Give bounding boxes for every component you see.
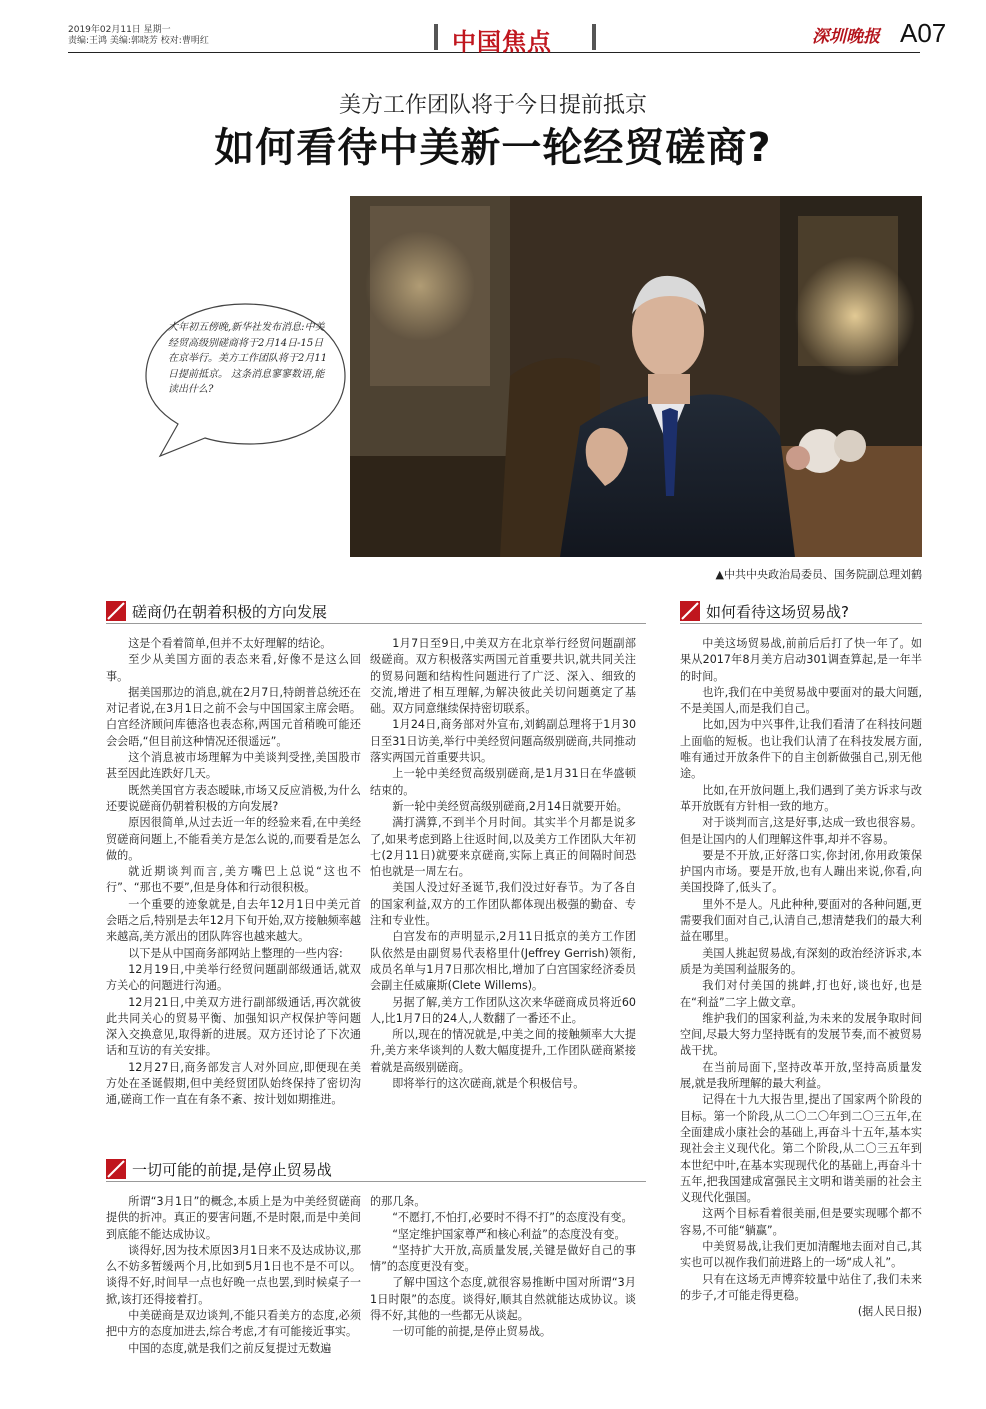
paragraph: 对于谈判而言,这是好事,达成一致也很容易。但是让国内的人们理解这件事,却并不容易。 [680, 816, 922, 846]
paragraph: 新一轮中美经贸高级别磋商,2月14日就要开始。 [392, 799, 628, 813]
section-1-column-2 [370, 636, 636, 1092]
section-bar-right [592, 24, 596, 50]
paragraph: 的那几条。 [370, 1195, 426, 1208]
section-marker-icon [106, 1159, 126, 1179]
section-marker-icon [106, 601, 126, 621]
paragraph: 12月21日,中美双方进行副部级通话,再次就彼此共同关心的贸易平衡、加强知识产权保护等问题深入交换意见,取得新的进展。双方还讨论了下次通话和互访的有关安排。 [106, 995, 361, 1058]
paragraph: 这两个目标看着很美丽,但是要实现哪个都不容易,不可能“躺赢”。 [680, 1207, 922, 1237]
section-heading-text: 一切可能的前提,是停止贸易战 [132, 1161, 332, 1179]
section-rule [680, 623, 922, 624]
paragraph: 所谓“3月1日”的概念,本质上是为中美经贸磋商提供的折冲。真正的要害问题,不是时限,而是中美间到底能不能达成协议。 [106, 1195, 361, 1241]
section-heading-text: 磋商仍在朝着积极的方向发展 [132, 603, 328, 621]
paragraph: 中美贸易战,让我们更加清醒地去面对自己,其实也可以视作我们前进路上的一场“成人礼”。 [680, 1239, 922, 1270]
paragraph: 12月27日,商务部发言人对外回应,即便现在美方处在圣诞假期,但中美经贸团队始终保持了密切沟通,磋商工作一直在有条不紊、按计划如期推进。 [106, 1060, 361, 1107]
speech-bubble [140, 296, 350, 461]
paragraph: 谈得好,因为技术原因3月1日来不及达成协议,那么不妨多暂缓两个月,比如到5月1日也不是不可以。谈得不好,时间早一点也好晚一点也罢,到时候桌子一掀,该打还得接着打。 [106, 1243, 361, 1306]
paragraph: 我们对付美国的挑衅,打也好,谈也好,也是在“利益”二字上做文章。 [680, 979, 922, 1009]
article-title: 如何看待中美新一轮经贸磋商? [214, 125, 772, 171]
paragraph: 12月19日,中美举行经贸问题副部级通话,就双方关心的问题进行沟通。 [106, 962, 361, 993]
paragraph: 既然美国官方表态暧昧,市场又反应消极,为什么还要说磋商仍朝着积极的方向发展? [106, 783, 361, 813]
section-3-column [680, 636, 922, 1320]
paragraph: 这个消息被市场理解为中美谈判受挫,美国股市甚至因此连跌好几天。 [106, 751, 361, 781]
section-heading-1 [106, 598, 646, 624]
paragraph: 里外不是人。凡此种种,要面对的各种问题,更需要我们面对自己,认清自己,想清楚我们的最大利益在哪里。 [680, 897, 922, 944]
paragraph: “坚定维护国家尊严和核心利益”的态度没有变。 [392, 1227, 626, 1241]
paragraph: 上一轮中美经贸高级别磋商,是1月31日在华盛顿结束的。 [370, 767, 636, 797]
section-1-column-1 [106, 636, 361, 1109]
section-label: 中国焦点 [452, 27, 552, 56]
paragraph: 1月24日,商务部对外宣布,刘鹤副总理将于1月30日至31日访美,举行中美经贸问题高级别磋商,共同推动落实两国元首重要共识。 [370, 718, 636, 765]
paragraph: 据美国那边的消息,就在2月7日,特朗普总统还在对记者说,在3月1日之前不会与中国国家主席会晤。白宫经济顾问库德洛也表态称,两国元首稍晚可能还会会晤,“但目前这种情况还很遥远”。 [106, 685, 361, 748]
paragraph: 比如,在开放问题上,我们遇到了美方诉求与改革开放既有方针相一致的地方。 [680, 783, 922, 813]
paragraph: 另据了解,美方工作团队这次来华磋商成员将近60人,比1月7日的24人,人数翻了一番还不止。 [370, 995, 636, 1025]
paragraph: 只有在这场无声博弈较量中站住了,我们未来的步子,才可能走得更稳。 [680, 1272, 922, 1302]
paragraph: 原因很简单,从过去近一年的经验来看,在中美经贸磋商问题上,不能看美方是怎么说的,而要看是怎么做的。 [106, 816, 361, 862]
newspaper-logo: 深圳晚报 [812, 27, 880, 47]
photo-illustration [350, 196, 922, 557]
article-subtitle: 美方工作团队将于今日提前抵京 [338, 93, 647, 118]
paragraph: 也许,我们在中美贸易战中要面对的最大问题,不是美国人,而是我们自己。 [680, 685, 922, 716]
paragraph: 满打满算,不到半个月时间。其实半个月都是说多了,如果考虑到路上往返时间,以及美方工作团队大年初七(2月11日)就要来京磋商,实际上真正的间隔时间恐怕也就是一周左右。 [370, 816, 636, 879]
paragraph: 比如,因为中兴事件,让我们看清了在科技问题上面临的短板。也让我们认清了在科技发展方面,唯有通过开放条件下的自主创新做强自己,别无他途。 [680, 718, 922, 781]
paragraph: 要是不开放,正好落口实,你封闭,你用政策保护国内市场。要是开放,也有人蹦出来说,你看,向美国投降了,低头了。 [680, 848, 922, 895]
paragraph: 一切可能的前提,是停止贸易战。 [392, 1325, 552, 1339]
section-heading-3 [680, 598, 922, 624]
paragraph: 美国人挑起贸易战,有深刻的政治经济诉求,本质是为美国利益服务的。 [680, 946, 922, 976]
paragraph: 白宫发布的声明显示,2月11日抵京的美方工作团队依然是由副贸易代表格里什(Jeffrey Gerrish)领衔,成员名单与1月7日那次相比,增加了白宫国家经济委员会副主任威廉斯(Clete Willems)。 [370, 930, 636, 993]
section-rule [106, 623, 646, 624]
header-date: 2019年02月11日 星期一 [68, 25, 171, 35]
paragraph: 中国的态度,就是我们之前反复提过无数遍 [128, 1341, 332, 1355]
section-heading-text: 如何看待这场贸易战? [706, 603, 849, 621]
paragraph: 以下是从中国商务部网站上整理的一些内容: [128, 946, 343, 960]
paragraph: 一个重要的迹象就是,自去年12月1日中美元首会晤之后,特别是去年12月下旬开始,双方接触频率越来越高,美方派出的团队阵容也越来越大。 [106, 897, 361, 944]
section-2-column-2 [370, 1194, 636, 1341]
paragraph: “不愿打,不怕打,必要时不得不打”的态度没有变。 [392, 1211, 633, 1225]
page-number: A07 [900, 18, 947, 48]
paragraph: 1月7日至9日,中美双方在北京举行经贸问题副部级磋商。双方积极落实两国元首重要共识,就共同关注的贸易问题和结构性问题进行了广泛、深入、细致的交流,增进了相互理解,为解决彼此关切问题奠定了基础。双方同意继续保持密切联系。 [370, 637, 636, 716]
paragraph: “坚持扩大开放,高质量发展,关键是做好自己的事情”的态度更没有变。 [370, 1243, 636, 1274]
photo-caption: ▲中共中央政治局委员、国务院副总理刘鹤 [715, 568, 922, 581]
paragraph: 至少从美国方面的表态来看,好像不是这么回事。 [106, 653, 361, 683]
source-credit: (据人民日报) [857, 1305, 922, 1319]
paragraph: 这是个看着简单,但并不太好理解的结论。 [128, 637, 332, 650]
paragraph: 记得在十九大报告里,提出了国家两个阶段的目标。第一个阶段,从二〇二〇年到二〇三五年,在全面建成小康社会的基础上,再奋斗十五年,基本实现社会主义现代化。第二个阶段,从二〇三五年到本世纪中叶,在基本实现现代化的基础上,再奋斗十五年,把我国建成富强民主文明和谐美丽的社会主义现代化强国。 [680, 1093, 922, 1205]
section-rule [106, 1181, 646, 1182]
paragraph: 了解中国这个态度,就很容易推断中国对所谓“3月1日时限”的态度。谈得好,顺其自然就能达成协议。谈得不好,其他的一些都无从谈起。 [370, 1276, 636, 1323]
paragraph: 在当前局面下,坚持改革开放,坚持高质量发展,就是我所理解的最大利益。 [680, 1060, 922, 1091]
section-bar-left [434, 24, 438, 50]
news-photo [350, 196, 922, 557]
paragraph: 中美磋商是双边谈判,不能只看美方的态度,必须把中方的态度加进去,综合考虑,才有可能接近事实。 [106, 1309, 361, 1339]
paragraph: 即将举行的这次磋商,就是个积极信号。 [392, 1077, 585, 1091]
header-section [432, 18, 602, 56]
paragraph: 美国人没过好圣诞节,我们没过好春节。为了各自的国家利益,双方的工作团队都体现出极强的勤奋、专注和专业性。 [370, 881, 636, 928]
paragraph: 所以,现在的情况就是,中美之间的接触频率大大提升,美方来华谈判的人数大幅度提升,工作团队磋商紧接着就是高级别磋商。 [370, 1028, 636, 1074]
paragraph: 就近期谈判而言,美方嘴巴上总说“这也不行”、“那也不要”,但是身体和行动很积极。 [106, 865, 361, 895]
bubble-text: 大年初五傍晚,新华社发布消息:中美经贸高级别磋商将于2月14日-15日在京举行。美方工作团队将于2月11日提前抵京。 这条消息寥寥数语,能读出什么? [168, 322, 328, 395]
header-editors: 责编:王鸿 美编:郭晓芳 校对:曹明红 [68, 36, 209, 46]
section-2-column-1 [106, 1194, 361, 1357]
section-heading-2 [106, 1156, 646, 1182]
paragraph: 中美这场贸易战,前前后后打了快一年了。如果从2017年8月美方启动301调查算起,是一年半的时间。 [680, 637, 922, 683]
paragraph: 维护我们的国家利益,为未来的发展争取时间空间,尽最大努力坚持既有的发展节奏,而不被贸易战干扰。 [680, 1011, 922, 1058]
header-meta [68, 25, 209, 47]
section-marker-icon [680, 601, 700, 621]
